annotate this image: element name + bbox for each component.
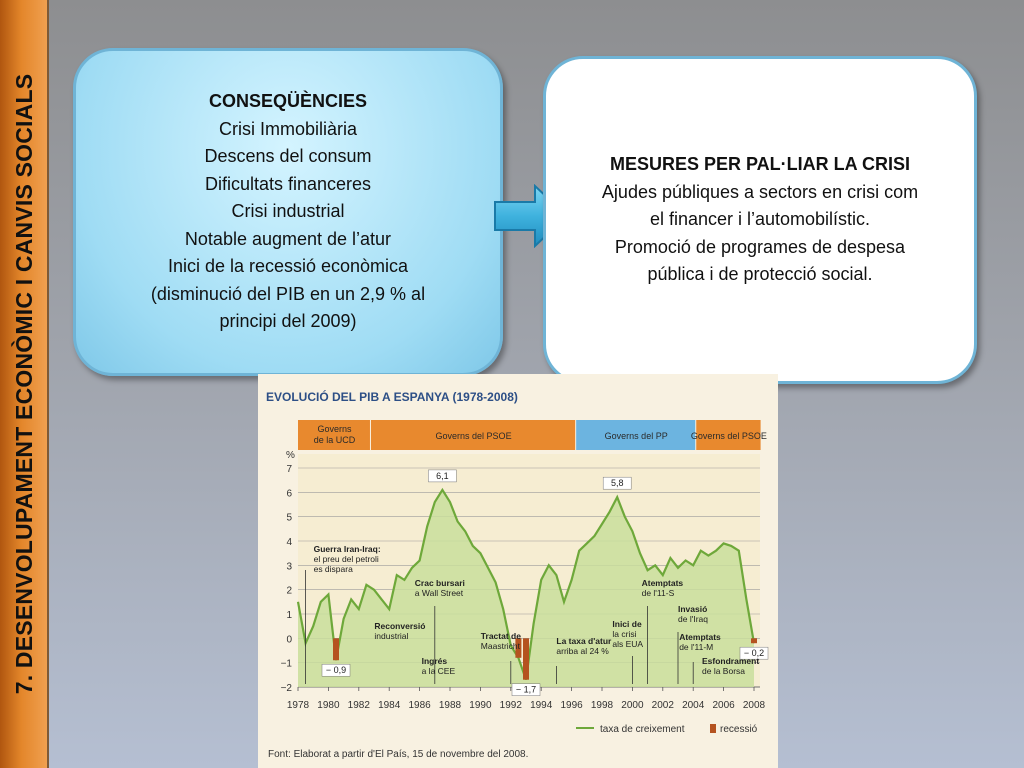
chart-annotation: a la CEE <box>421 666 456 676</box>
y-axis-label: % <box>286 450 295 461</box>
chart-annotation: arriba al 24 % <box>556 646 609 656</box>
x-tick-label: 1980 <box>317 700 340 711</box>
data-label: 5,8 <box>610 478 624 489</box>
data-label: − 1,7 <box>515 684 537 695</box>
side-divider <box>47 0 49 768</box>
x-tick-label: 1982 <box>347 700 370 711</box>
y-tick-label: 7 <box>286 464 292 475</box>
x-tick-label: 2002 <box>651 700 674 711</box>
x-tick-label: 1986 <box>408 700 431 711</box>
consequence-line: Crisi industrial <box>231 201 345 222</box>
y-tick-label: −2 <box>280 683 292 694</box>
chart-annotation: als EUA <box>612 639 644 649</box>
consequence-line: principi del 2009) <box>219 311 357 332</box>
y-tick-label: 1 <box>286 610 292 621</box>
chart-annotation: es dispara <box>313 564 353 574</box>
chart-annotation: de l'Iraq <box>678 614 708 624</box>
measure-line: pública i de protecció social. <box>647 264 873 285</box>
chart-annotation: Invasió <box>678 604 708 614</box>
y-tick-label: 6 <box>286 488 292 500</box>
chart-annotation: de l'11-S <box>641 588 675 598</box>
consequence-line: Dificultats financeres <box>204 173 372 194</box>
data-label: − 0,9 <box>325 665 347 676</box>
consequence-line: (disminució del PIB en un 2,9 % al <box>150 283 426 304</box>
legend-growth-label: taxa de creixement <box>600 724 685 735</box>
chart-annotation: Atemptats <box>641 578 684 588</box>
chart-annotation: de l'11-M <box>679 642 714 652</box>
gdp-chart <box>258 374 778 768</box>
government-label: Governs del PP <box>604 431 668 441</box>
chart-annotation: Guerra Iran-Iraq: <box>313 544 381 554</box>
chart-annotation: Reconversió <box>374 621 426 631</box>
x-tick-label: 1978 <box>286 700 310 711</box>
y-tick-label: 4 <box>286 537 292 548</box>
consequence-line: Crisi Immobiliària <box>218 118 357 139</box>
consequences-box <box>73 48 503 376</box>
chart-annotation: de la Borsa <box>702 666 745 676</box>
chart-source: Font: Elaborat a partir d'El País, 15 de novembre del 2008. <box>268 749 529 760</box>
y-tick-label: 5 <box>286 512 292 524</box>
chart-annotation: la crisi <box>612 629 637 639</box>
chart-annotation: Maastricht <box>480 641 521 651</box>
recession-bar <box>751 638 757 643</box>
chart-annotation: La taxa d'atur <box>556 636 612 646</box>
x-tick-label: 1996 <box>560 700 583 711</box>
chart-annotation: a Wall Street <box>414 588 464 598</box>
consequence-line: Inici de la recessió econòmica <box>167 256 409 277</box>
consequence-line: Notable augment de l’atur <box>184 228 392 249</box>
measure-line: Promoció de programes de despesa <box>614 236 906 257</box>
legend-recession-swatch <box>710 724 716 733</box>
chart-annotation: Inici de <box>612 619 642 629</box>
government-label: de la UCD <box>313 435 356 445</box>
measures-heading: MESURES PER PAL·LIAR LA CRISI <box>609 154 910 175</box>
measure-line: el financer i l’automobilístic. <box>649 209 871 230</box>
measures-box <box>543 56 977 384</box>
data-label: 6,1 <box>436 470 449 481</box>
chart-annotation: industrial <box>374 631 409 641</box>
legend-recession-label: recessió <box>720 724 758 735</box>
x-tick-label: 2008 <box>742 700 766 711</box>
y-tick-label: −1 <box>280 658 292 670</box>
measure-line: Ajudes públiques a sectors en crisi com <box>601 181 919 202</box>
recession-bar <box>523 638 529 679</box>
x-tick-label: 1992 <box>499 700 522 711</box>
chart-annotation: Esfondrament <box>702 656 760 666</box>
data-label: − 0,2 <box>743 648 765 659</box>
government-label: Governs del PSOE <box>435 431 512 441</box>
chart-annotation: Tractat de <box>480 631 521 641</box>
x-tick-label: 2004 <box>682 700 705 711</box>
x-tick-label: 2000 <box>621 700 644 711</box>
chart-title: EVOLUCIÓ DEL PIB A ESPANYA (1978-2008) <box>266 390 518 404</box>
y-tick-label: 2 <box>286 585 292 597</box>
chart-annotation: Atemptats <box>679 632 721 642</box>
x-tick-label: 1984 <box>378 700 401 711</box>
government-label: Governs del PSOE <box>690 431 767 441</box>
x-tick-label: 1988 <box>438 700 462 711</box>
slide-side-title: 7. DESENVOLUPAMENT ECONÒMIC I CANVIS SOCIALS <box>10 73 37 695</box>
x-tick-label: 1998 <box>590 700 614 711</box>
y-tick-label: 3 <box>286 561 292 573</box>
chart-annotation: el preu del petroli <box>313 554 379 564</box>
recession-bar <box>333 638 339 660</box>
government-label: Governs <box>317 424 352 434</box>
gdp-chart-panel <box>258 374 778 768</box>
consequences-heading: CONSEQÜÈNCIES <box>208 91 368 112</box>
x-tick-label: 2006 <box>712 700 735 711</box>
chart-annotation: Crac bursari <box>414 578 465 588</box>
x-tick-label: 1990 <box>469 700 492 711</box>
chart-annotation: Ingrés <box>421 656 448 666</box>
y-tick-label: 0 <box>286 634 292 646</box>
x-tick-label: 1994 <box>530 700 553 711</box>
consequence-line: Descens del consum <box>204 146 372 167</box>
